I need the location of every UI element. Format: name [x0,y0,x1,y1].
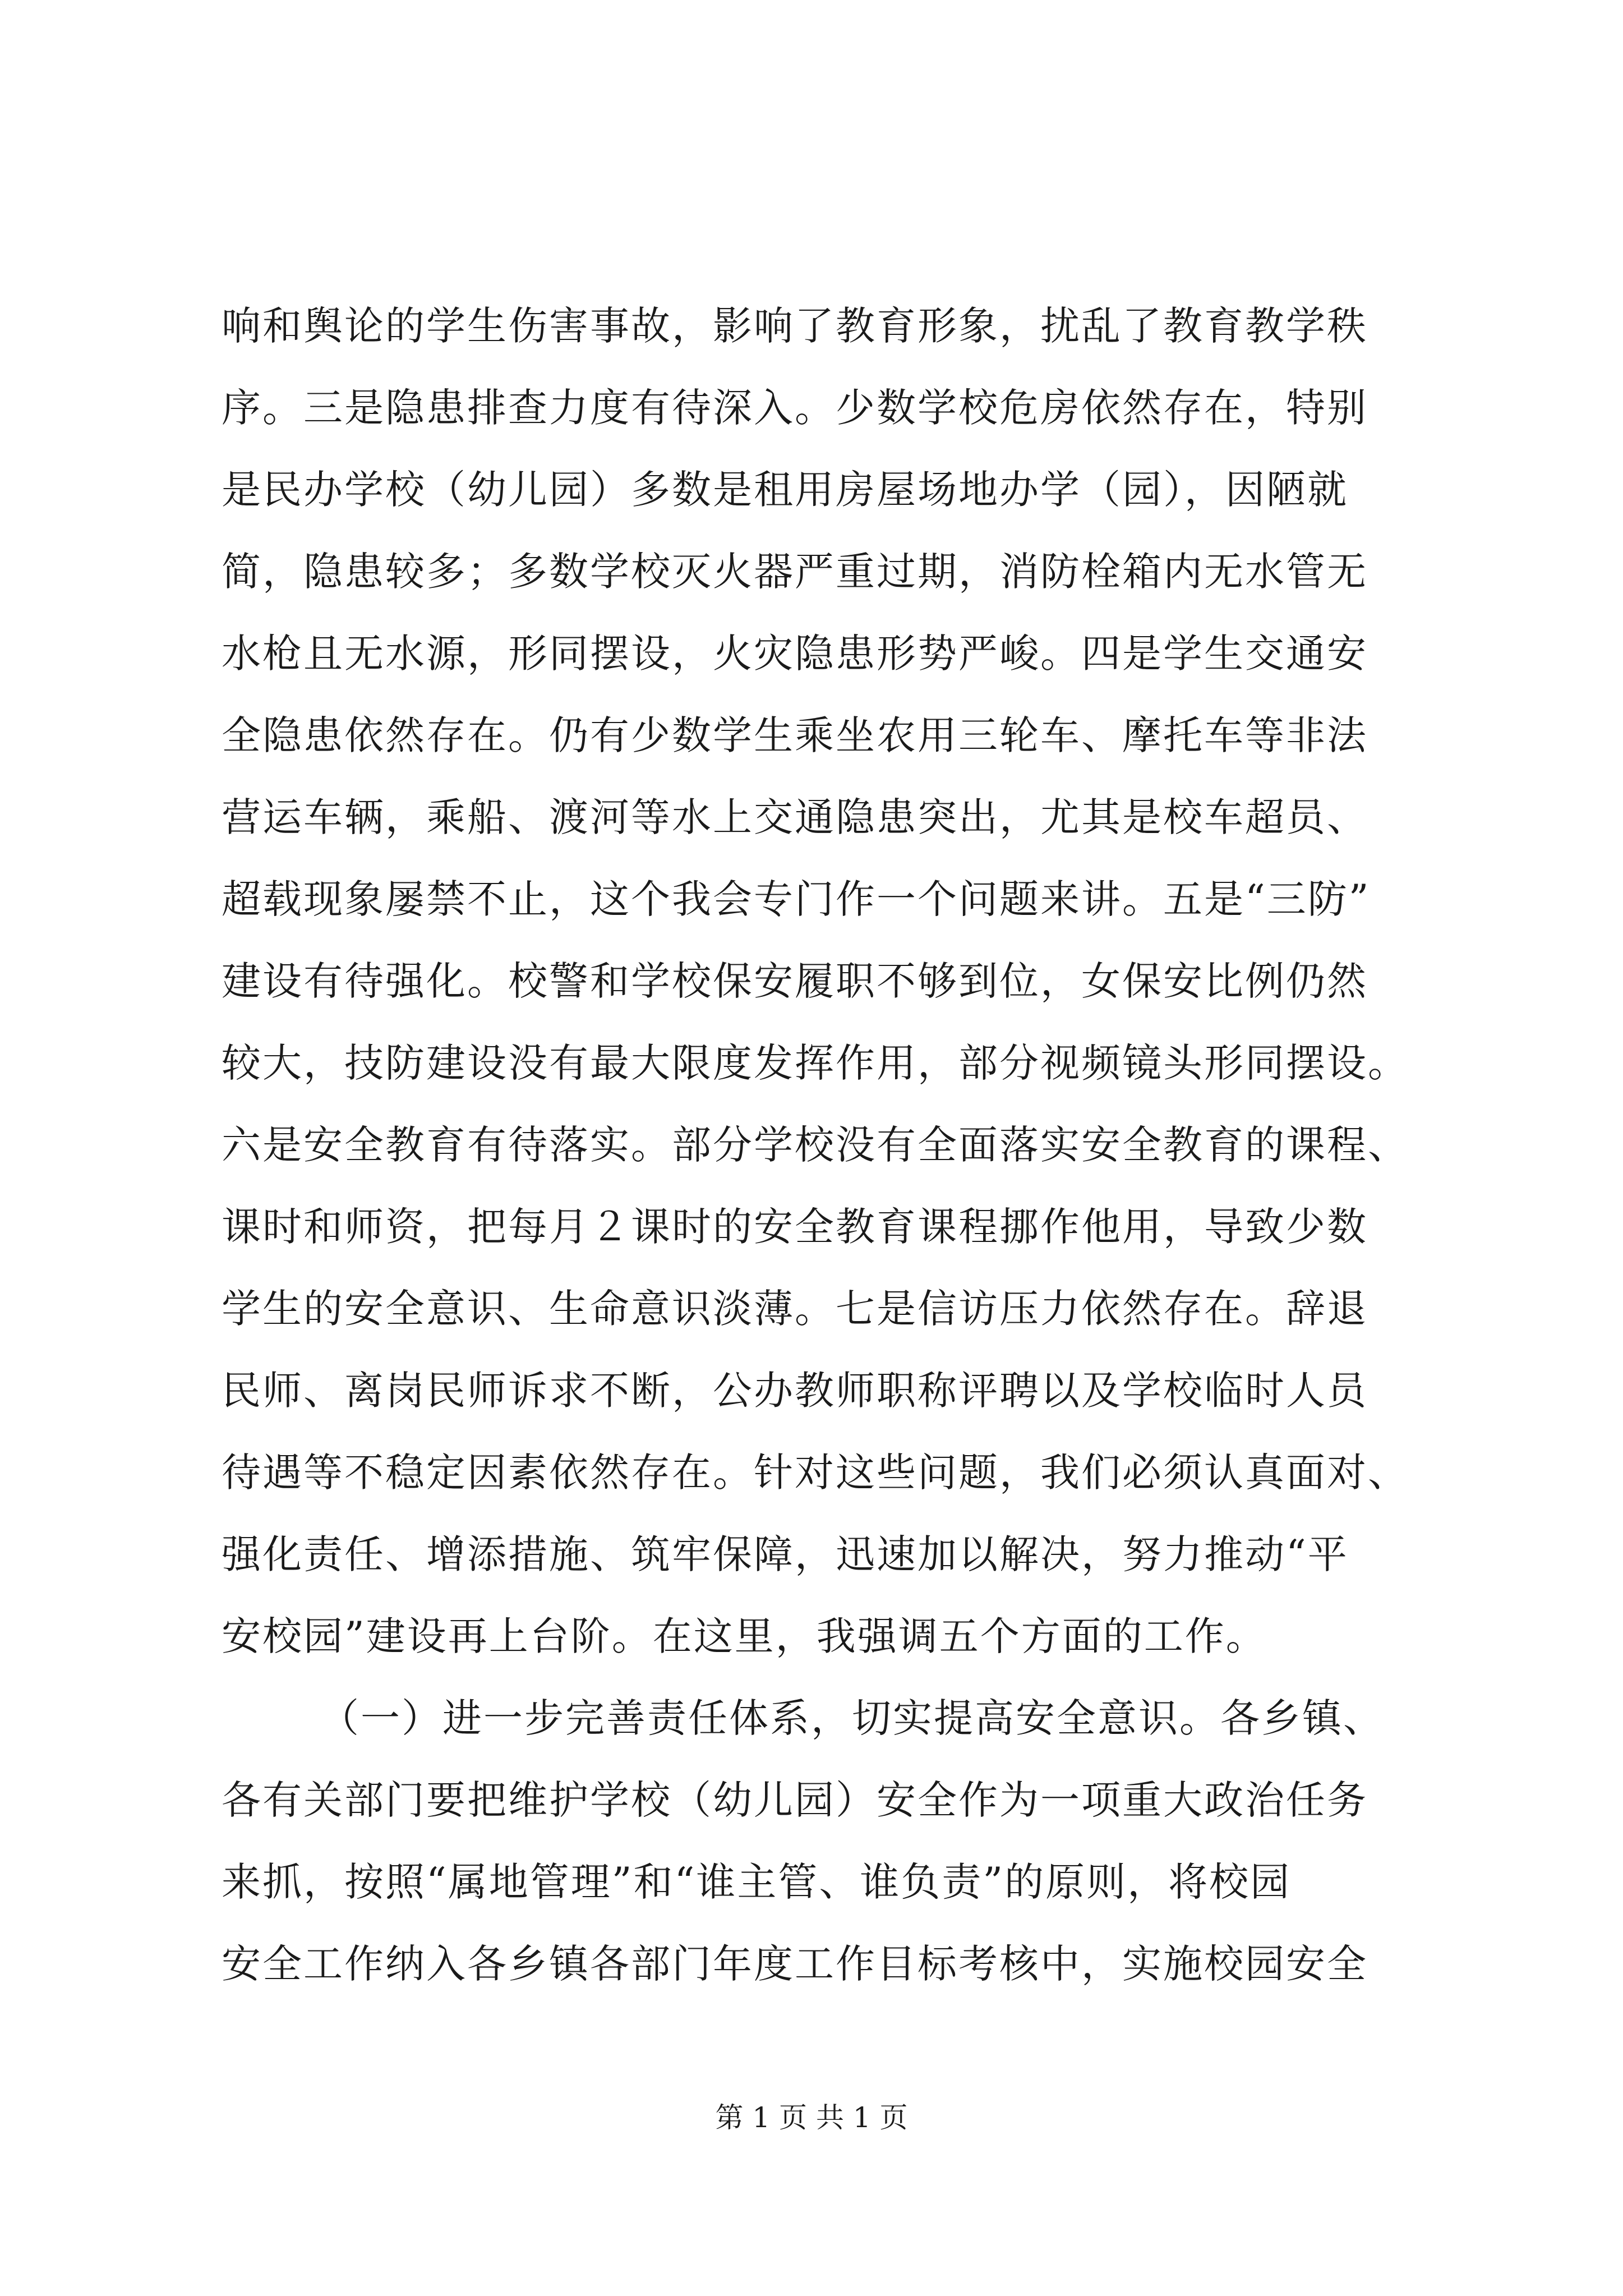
text-line: 建设有待强化。校警和学校保安履职不够到位，女保安比例仍然 [222,958,1368,1004]
text-line: 简，隐患较多；多数学校灭火器严重过期，消防栓箱内无水管无 [222,549,1368,595]
text-line: 全隐患依然存在。仍有少数学生乘坐农用三轮车、摩托车等非法 [222,712,1368,758]
text-line: 序。三是隐患排查力度有待深入。少数学校危房依然存在，特别 [222,385,1368,431]
text-line: 超载现象屡禁不止，这个我会专门作一个问题来讲。五是“三防” [222,876,1371,922]
text-line: 是民办学校（幼儿园）多数是租用房屋场地办学（园），因陋就 [222,467,1348,513]
text-line: 水枪且无水源，形同摆设，火灾隐患形势严峻。四是学生交通安 [222,631,1368,677]
text-line: 六是安全教育有待落实。部分学校没有全面落实安全教育的课程、 [222,1122,1409,1168]
page-footer: 第 1 页 共 1 页 [715,2101,908,2134]
text-line: 营运车辆，乘船、渡河等水上交通隐患突出，尤其是校车超员、 [222,794,1368,840]
text-line: 学生的安全意识、生命意识淡薄。七是信访压力依然存在。辞退 [222,1286,1368,1332]
text-line: 待遇等不稳定因素依然存在。针对这些问题，我们必须认真面对、 [222,1450,1409,1496]
text-line: 各有关部门要把维护学校（幼儿园）安全作为一项重大政治任务 [222,1777,1368,1823]
text-line: 强化责任、增添措施、筑牢保障，迅速加以解决，努力推动“平 [222,1531,1349,1577]
text-line: 课时和师资，把每月２课时的安全教育课程挪作他用，导致少数 [222,1204,1368,1250]
text-line: 民师、离岗民师诉求不断，公办教师职称评聘以及学校临时人员 [222,1368,1368,1414]
text-line: 较大，技防建设没有最大限度发挥作用，部分视频镜头形同摆设。 [222,1040,1409,1086]
text-line: 安校园”建设再上台阶。在这里，我强调五个方面的工作。 [222,1613,1267,1659]
text-line: 来抓，按照“属地管理”和“谁主管、谁负责”的原则，将校园 [222,1859,1292,1905]
paragraph-heading-line: （一）进一步完善责任体系，切实提高安全意识。各乡镇、 [320,1695,1384,1741]
body-text [222,285,1409,2005]
text-line: 响和舆论的学生伤害事故，影响了教育形象，扰乱了教育教学秩 [222,303,1368,349]
text-line: 安全工作纳入各乡镇各部门年度工作目标考核中，实施校园安全 [222,1941,1368,1987]
